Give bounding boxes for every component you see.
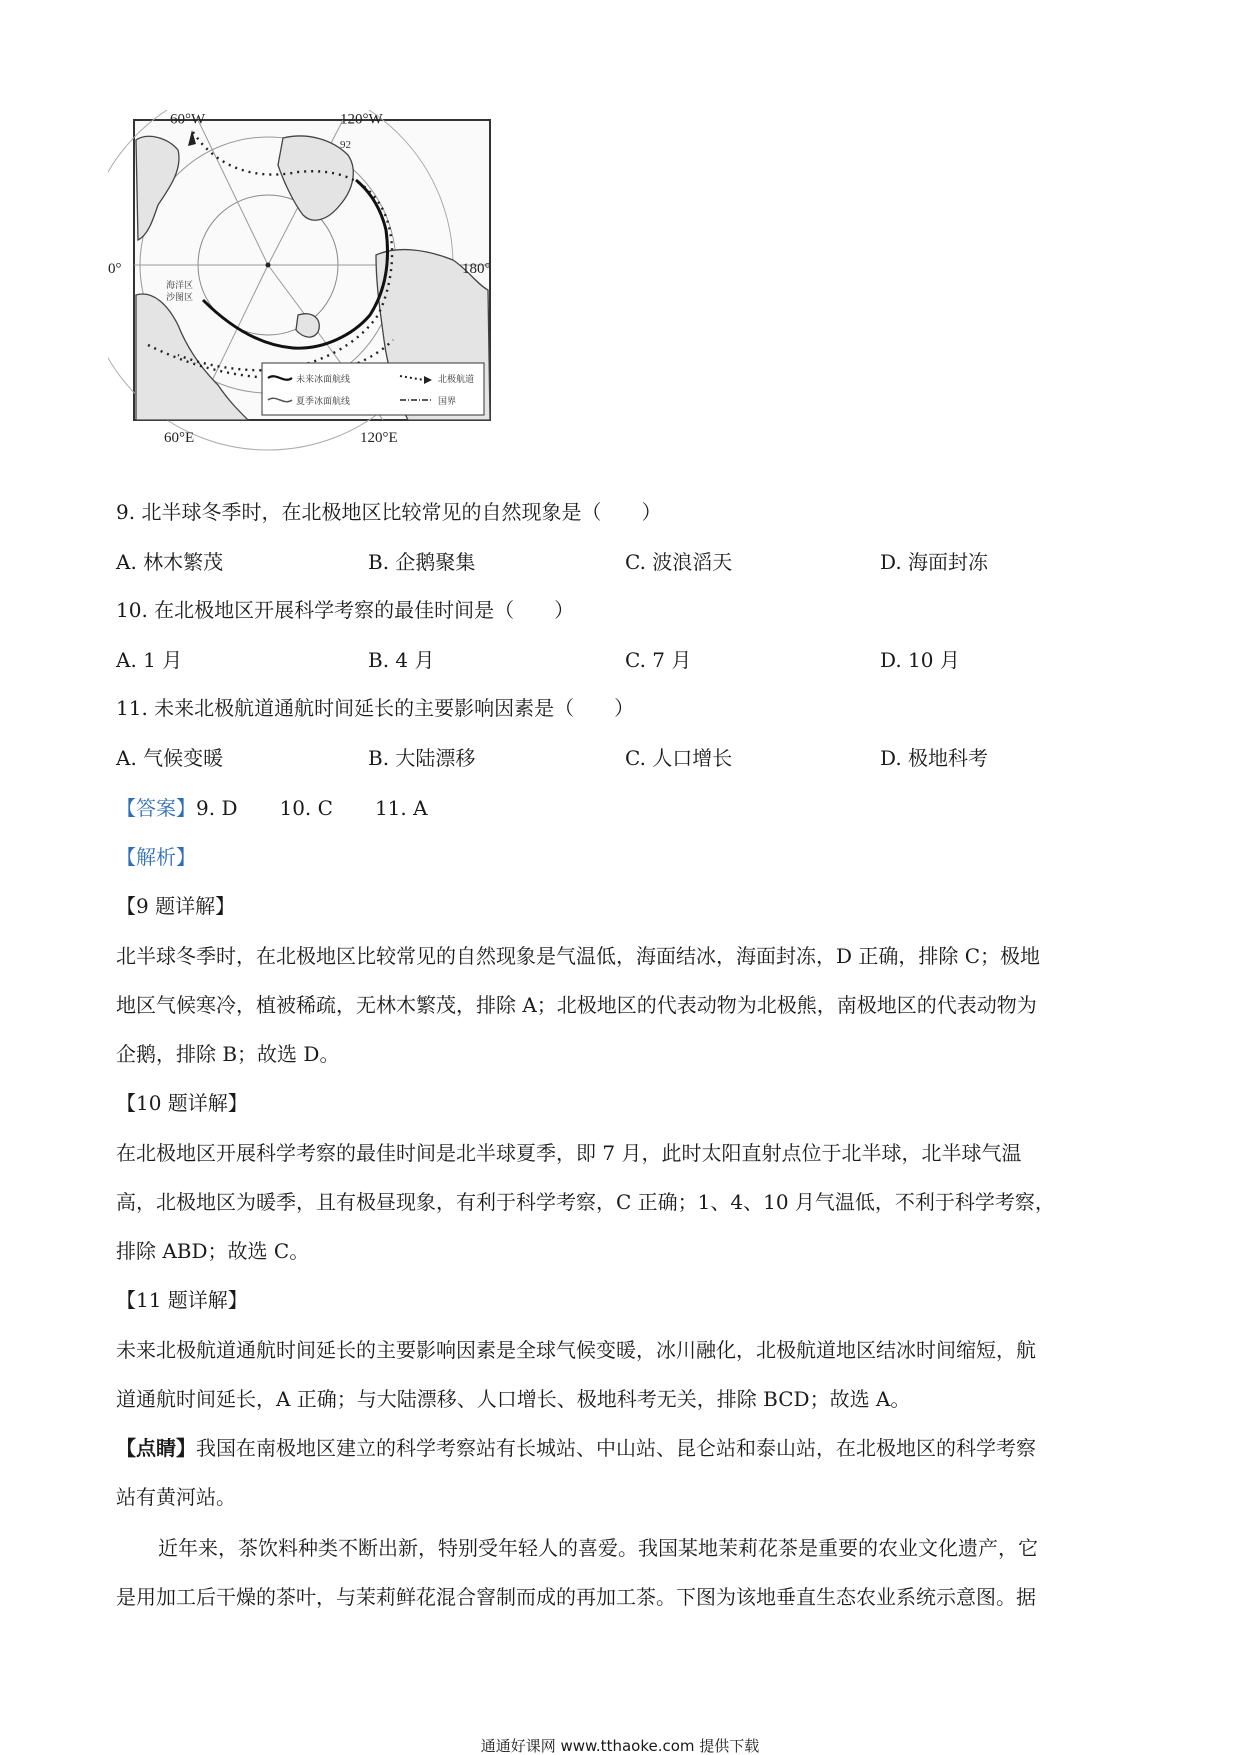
- tip-line-1: [116, 1434, 1036, 1462]
- q11-option-b: B. 大陆漂移: [368, 746, 476, 770]
- lon-label-120w: 120°W: [340, 111, 383, 128]
- analysis-tag: 【解析】: [116, 845, 196, 869]
- legend-arctic-route: 北极航道: [438, 374, 475, 384]
- tip-text-1: 我国在南极地区建立的科学考察站有长城站、中山站、昆仑站和泰山站，在北极地区的科学考察: [196, 1436, 1036, 1460]
- lon-label-0: 0°: [108, 261, 122, 277]
- q9-option-c: C. 波浪滔天: [625, 550, 733, 574]
- question-11-stem: 11. 未来北极航道通航时间延长的主要影响因素是（ ）: [116, 696, 635, 720]
- map-legend: [262, 363, 484, 415]
- material-line-1: 近年来，茶饮料种类不断出新，特别受年轻人的喜爱。我国某地茉莉花茶是重要的农业文化遗产，它: [158, 1536, 1038, 1560]
- section-10-line-3: 排除 ABD；故选 C。: [116, 1239, 310, 1263]
- q9-option-d: D. 海面封冻: [880, 550, 989, 574]
- section-10-heading: 【10 题详解】: [116, 1091, 248, 1115]
- answer-11: 11. A: [374, 796, 428, 820]
- tip-tag: 【点睛】: [116, 1436, 196, 1460]
- section-9-line-1: 北半球冬季时，在北极地区比较常见的自然现象是气温低，海面结冰，海面封冻，D 正确，排除 C；极地: [116, 944, 1041, 968]
- legend-summer-route: 夏季冰面航线: [296, 396, 351, 406]
- lon-label-60w: 60°W: [170, 111, 206, 128]
- q9-option-a: A. 林木繁茂: [116, 550, 224, 574]
- question-9-stem: 9. 北半球冬季时，在北极地区比较常见的自然现象是（ ）: [116, 500, 662, 524]
- arctic-route-map: [108, 110, 508, 472]
- legend-border: 国界: [438, 396, 457, 406]
- section-10-line-2: 高，北极地区为暖季，且有极昼现象，有利于科学考察，C 正确；1、4、10 月气温低，不利于科学考察，: [116, 1190, 1055, 1214]
- inset-label: 海洋区: [166, 280, 194, 290]
- lon-label-180: 180°: [462, 261, 491, 277]
- svg-text:沙图区: 沙图区: [166, 292, 194, 302]
- answer-tag: 【答案】: [116, 796, 196, 820]
- q10-option-a: A. 1 月: [116, 648, 183, 672]
- section-11-line-1: 未来北极航道通航时间延长的主要影响因素是全球气候变暖，冰川融化，北极航道地区结冰时间缩短，航: [116, 1338, 1036, 1362]
- q10-option-d: D. 10 月: [880, 648, 960, 672]
- tip-line-2: 站有黄河站。: [116, 1485, 236, 1509]
- answer-10: 10. C: [279, 796, 333, 820]
- q10-option-b: B. 4 月: [368, 648, 435, 672]
- question-10-stem: 10. 在北极地区开展科学考察的最佳时间是（ ）: [116, 598, 575, 622]
- point-label: 92: [340, 139, 351, 151]
- q9-option-b: B. 企鹅聚集: [368, 550, 476, 574]
- section-9-heading: 【9 题详解】: [116, 894, 236, 918]
- q11-option-d: D. 极地科考: [880, 746, 989, 770]
- q11-option-a: A. 气候变暖: [116, 746, 224, 770]
- section-9-line-2: 地区气候寒冷，植被稀疏，无林木繁茂，排除 A；北极地区的代表动物为北极熊，南极地区的代表动物为: [116, 993, 1037, 1017]
- north-pole-point: [266, 263, 271, 268]
- q11-option-c: C. 人口增长: [625, 746, 733, 770]
- section-9-line-3: 企鹅，排除 B；故选 D。: [116, 1042, 340, 1066]
- answer-line: [116, 794, 428, 822]
- section-10-line-1: 在北极地区开展科学考察的最佳时间是北半球夏季，即 7 月，此时太阳直射点位于北半球，北半球气温: [116, 1141, 1022, 1165]
- section-11-heading: 【11 题详解】: [116, 1288, 248, 1312]
- lon-label-60e: 60°E: [164, 430, 195, 446]
- lon-label-120e: 120°E: [360, 430, 398, 446]
- legend-future-route: 未来冰面航线: [296, 374, 351, 384]
- section-11-line-2: 道通航时间延长，A 正确；与大陆漂移、人口增长、极地科考无关，排除 BCD；故选 A。: [116, 1387, 911, 1411]
- material-line-2: 是用加工后干燥的茶叶，与茉莉鲜花混合窨制而成的再加工茶。下图为该地垂直生态农业系统示意图。据: [116, 1585, 1036, 1609]
- page-footer: 通通好课网 www.tthaoke.com 提供下载: [480, 1737, 760, 1755]
- answer-9: 9. D: [196, 796, 238, 820]
- q10-option-c: C. 7 月: [625, 648, 692, 672]
